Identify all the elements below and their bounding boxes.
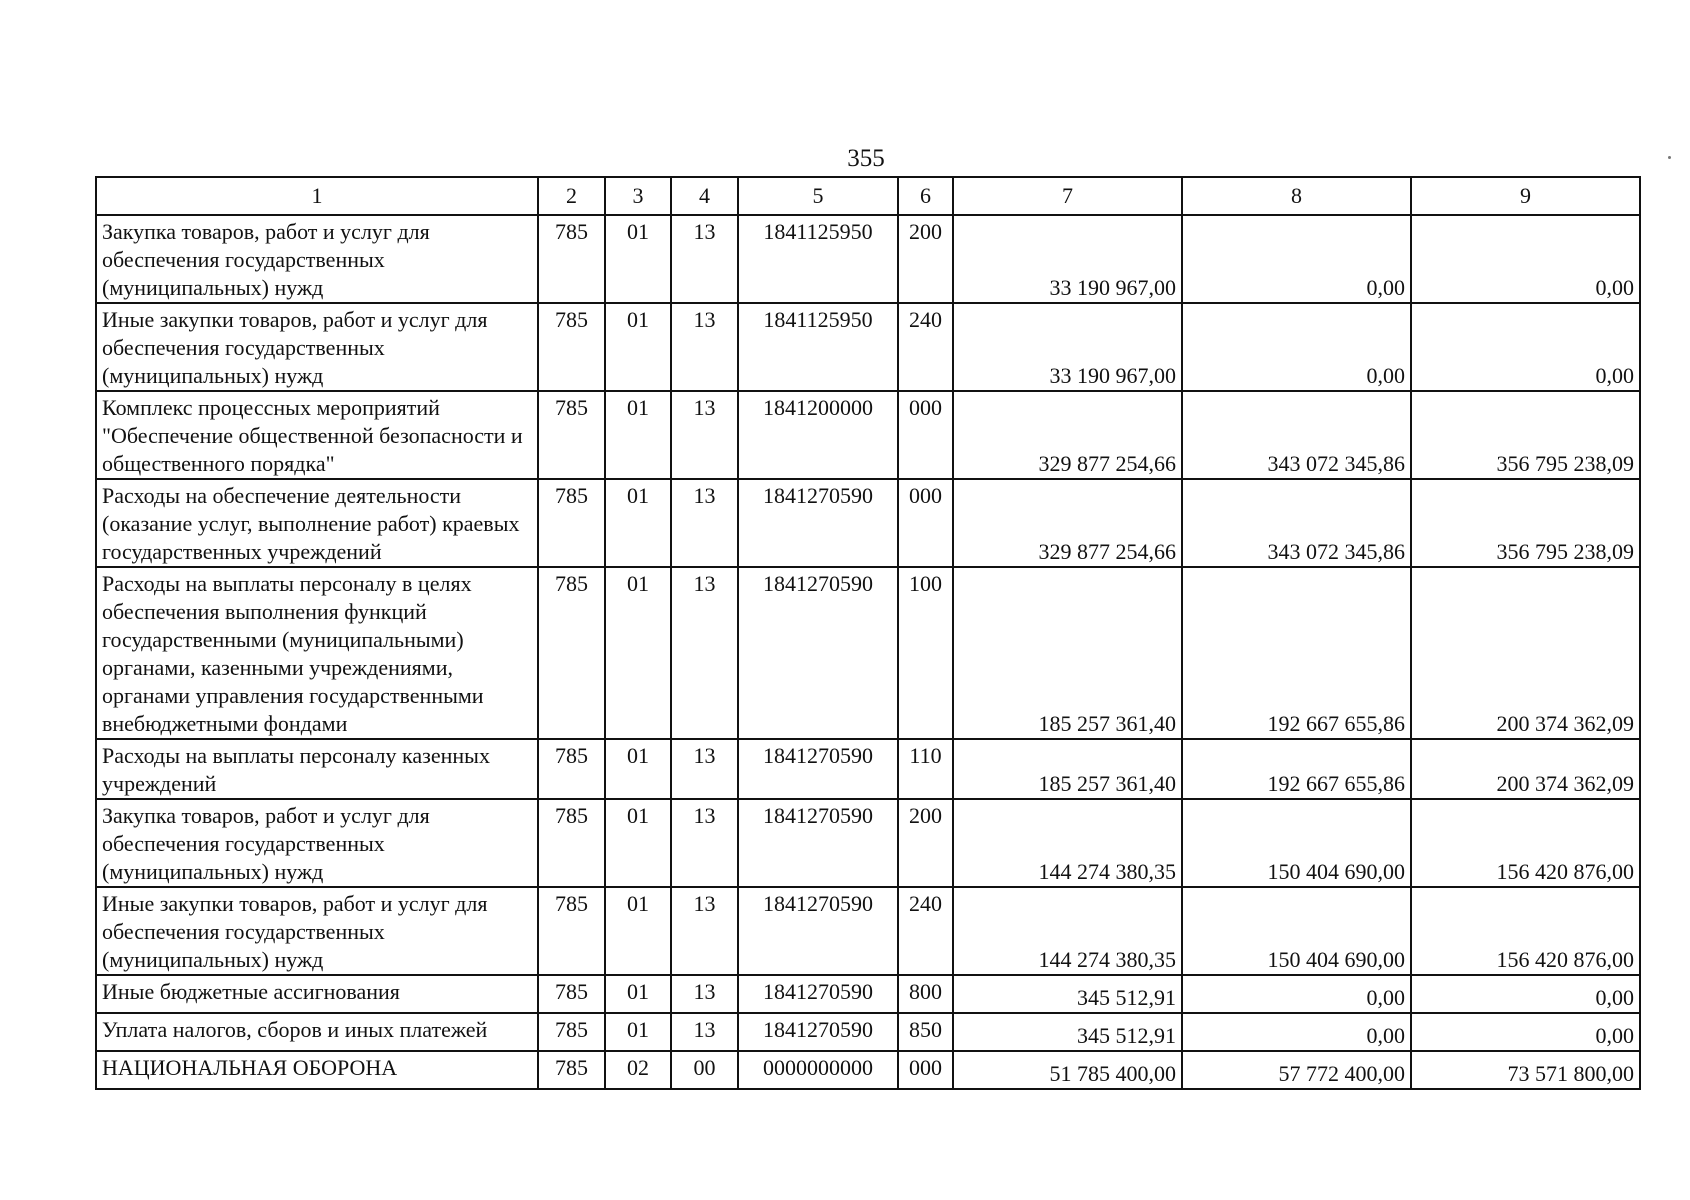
table-row	[96, 215, 1640, 303]
cell-subsection: 13	[671, 567, 738, 739]
cell-amount-9: 0,00	[1411, 215, 1640, 303]
cell-ministry: 785	[538, 1051, 605, 1089]
cell-expense-type: 000	[898, 479, 953, 567]
cell-target-article: 1841270590	[738, 567, 898, 739]
cell-target-article: 1841125950	[738, 215, 898, 303]
column-header: 1	[96, 177, 538, 215]
cell-target-article: 1841270590	[738, 799, 898, 887]
row-name: Уплата налогов, сборов и иных платежей	[96, 1013, 538, 1051]
cell-amount-8: 57 772 400,00	[1182, 1051, 1411, 1089]
cell-section: 01	[605, 975, 671, 1013]
cell-expense-type: 240	[898, 887, 953, 975]
cell-section: 01	[605, 887, 671, 975]
cell-amount-8: 0,00	[1182, 215, 1411, 303]
cell-amount-7: 329 877 254,66	[953, 391, 1182, 479]
table-row	[96, 887, 1640, 975]
row-name: Расходы на выплаты персоналу казенных учреждений	[96, 739, 538, 799]
table-row	[96, 975, 1640, 1013]
cell-ministry: 785	[538, 567, 605, 739]
row-name: Закупка товаров, работ и услуг для обеспечения государственных (муниципальных) нужд	[96, 799, 538, 887]
column-header: 5	[738, 177, 898, 215]
cell-section: 01	[605, 391, 671, 479]
row-name: НАЦИОНАЛЬНАЯ ОБОРОНА	[96, 1051, 538, 1089]
cell-amount-7: 51 785 400,00	[953, 1051, 1182, 1089]
cell-amount-8: 150 404 690,00	[1182, 887, 1411, 975]
cell-subsection: 13	[671, 215, 738, 303]
cell-subsection: 13	[671, 479, 738, 567]
cell-target-article: 1841270590	[738, 887, 898, 975]
scan-dot	[1668, 156, 1671, 159]
row-name: Иные закупки товаров, работ и услуг для обеспечения государственных (муниципальных) нужд	[96, 303, 538, 391]
cell-amount-8: 150 404 690,00	[1182, 799, 1411, 887]
cell-expense-type: 000	[898, 391, 953, 479]
cell-amount-9: 0,00	[1411, 975, 1640, 1013]
table-row	[96, 391, 1640, 479]
cell-amount-9: 156 420 876,00	[1411, 887, 1640, 975]
column-header: 8	[1182, 177, 1411, 215]
cell-expense-type: 200	[898, 215, 953, 303]
cell-amount-7: 185 257 361,40	[953, 739, 1182, 799]
cell-ministry: 785	[538, 215, 605, 303]
cell-ministry: 785	[538, 391, 605, 479]
column-header: 2	[538, 177, 605, 215]
cell-amount-8: 192 667 655,86	[1182, 567, 1411, 739]
cell-section: 01	[605, 1013, 671, 1051]
cell-expense-type: 240	[898, 303, 953, 391]
table-row	[96, 303, 1640, 391]
cell-subsection: 13	[671, 303, 738, 391]
column-header: 3	[605, 177, 671, 215]
cell-target-article: 1841200000	[738, 391, 898, 479]
cell-subsection: 13	[671, 887, 738, 975]
cell-amount-9: 156 420 876,00	[1411, 799, 1640, 887]
cell-subsection: 13	[671, 799, 738, 887]
cell-target-article: 0000000000	[738, 1051, 898, 1089]
cell-section: 01	[605, 739, 671, 799]
table-row	[96, 739, 1640, 799]
cell-ministry: 785	[538, 975, 605, 1013]
cell-target-article: 1841125950	[738, 303, 898, 391]
cell-amount-9: 200 374 362,09	[1411, 567, 1640, 739]
cell-target-article: 1841270590	[738, 479, 898, 567]
cell-target-article: 1841270590	[738, 739, 898, 799]
cell-amount-7: 345 512,91	[953, 1013, 1182, 1051]
cell-amount-9: 0,00	[1411, 1013, 1640, 1051]
table-row	[96, 1051, 1640, 1089]
column-header: 6	[898, 177, 953, 215]
cell-section: 01	[605, 567, 671, 739]
table-row	[96, 567, 1640, 739]
cell-amount-8: 192 667 655,86	[1182, 739, 1411, 799]
cell-subsection: 00	[671, 1051, 738, 1089]
cell-ministry: 785	[538, 1013, 605, 1051]
cell-amount-7: 329 877 254,66	[953, 479, 1182, 567]
cell-ministry: 785	[538, 887, 605, 975]
cell-amount-8: 343 072 345,86	[1182, 479, 1411, 567]
column-header: 4	[671, 177, 738, 215]
cell-amount-9: 0,00	[1411, 303, 1640, 391]
column-header: 9	[1411, 177, 1640, 215]
page-number: 355	[847, 145, 885, 172]
cell-amount-8: 0,00	[1182, 975, 1411, 1013]
row-name: Иные закупки товаров, работ и услуг для обеспечения государственных (муниципальных) нужд	[96, 887, 538, 975]
row-name: Расходы на обеспечение деятельности (оказание услуг, выполнение работ) краевых государственных учреждений	[96, 479, 538, 567]
table-header-row	[96, 177, 1640, 215]
cell-amount-9: 356 795 238,09	[1411, 391, 1640, 479]
cell-subsection: 13	[671, 975, 738, 1013]
column-header: 7	[953, 177, 1182, 215]
row-name: Закупка товаров, работ и услуг для обеспечения государственных (муниципальных) нужд	[96, 215, 538, 303]
cell-amount-7: 185 257 361,40	[953, 567, 1182, 739]
cell-amount-9: 356 795 238,09	[1411, 479, 1640, 567]
cell-section: 02	[605, 1051, 671, 1089]
row-name: Иные бюджетные ассигнования	[96, 975, 538, 1013]
cell-ministry: 785	[538, 479, 605, 567]
table-row	[96, 799, 1640, 887]
cell-amount-7: 33 190 967,00	[953, 215, 1182, 303]
table-row	[96, 1013, 1640, 1051]
cell-subsection: 13	[671, 391, 738, 479]
cell-ministry: 785	[538, 799, 605, 887]
cell-expense-type: 000	[898, 1051, 953, 1089]
cell-ministry: 785	[538, 739, 605, 799]
cell-target-article: 1841270590	[738, 1013, 898, 1051]
cell-expense-type: 110	[898, 739, 953, 799]
cell-expense-type: 200	[898, 799, 953, 887]
cell-expense-type: 850	[898, 1013, 953, 1051]
cell-expense-type: 100	[898, 567, 953, 739]
cell-ministry: 785	[538, 303, 605, 391]
cell-subsection: 13	[671, 739, 738, 799]
cell-amount-8: 0,00	[1182, 1013, 1411, 1051]
cell-section: 01	[605, 479, 671, 567]
cell-section: 01	[605, 215, 671, 303]
cell-amount-7: 144 274 380,35	[953, 799, 1182, 887]
row-name: Комплекс процессных мероприятий "Обеспечение общественной безопасности и общественного порядка"	[96, 391, 538, 479]
cell-amount-7: 345 512,91	[953, 975, 1182, 1013]
cell-amount-9: 73 571 800,00	[1411, 1051, 1640, 1089]
cell-expense-type: 800	[898, 975, 953, 1013]
cell-target-article: 1841270590	[738, 975, 898, 1013]
cell-section: 01	[605, 799, 671, 887]
budget-table	[95, 176, 1641, 1090]
cell-section: 01	[605, 303, 671, 391]
cell-amount-7: 33 190 967,00	[953, 303, 1182, 391]
row-name: Расходы на выплаты персоналу в целях обеспечения выполнения функций государственными (муниципальными) органами, казенными учреждениями, органами управления государственными внебюджетными фондами	[96, 567, 538, 739]
cell-amount-8: 343 072 345,86	[1182, 391, 1411, 479]
cell-subsection: 13	[671, 1013, 738, 1051]
table-row	[96, 479, 1640, 567]
cell-amount-7: 144 274 380,35	[953, 887, 1182, 975]
cell-amount-8: 0,00	[1182, 303, 1411, 391]
cell-amount-9: 200 374 362,09	[1411, 739, 1640, 799]
